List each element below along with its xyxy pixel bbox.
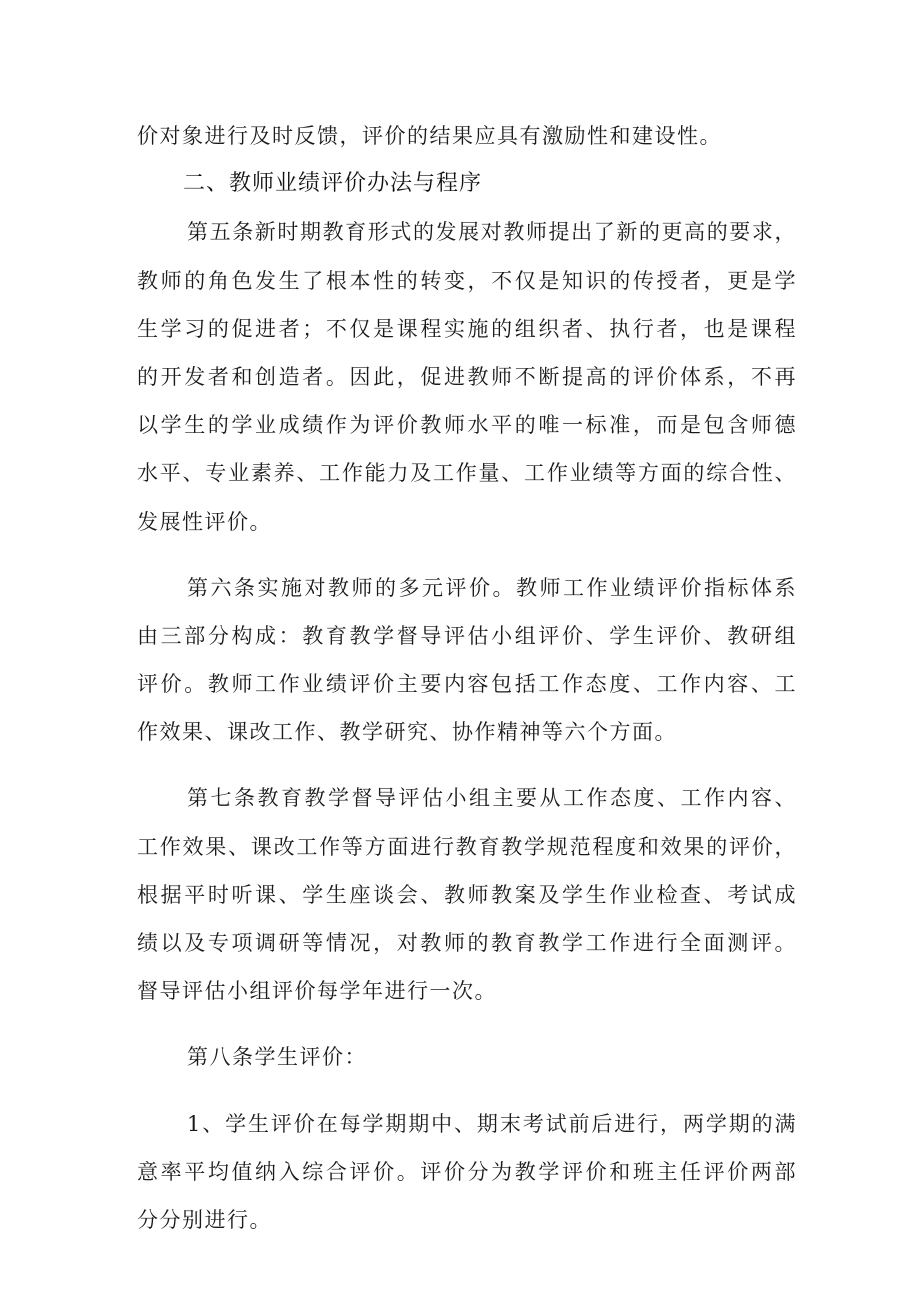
paragraph-line: 意率平均值纳入综合评价。评价分为教学评价和班主任评价两部 — [137, 1159, 797, 1184]
section-heading: 二、教师业绩评价办法与程序 — [183, 171, 483, 197]
article-6-paragraph — [137, 564, 797, 757]
paragraph-line: 由三部分构成：教育教学督导评估小组评价、学生评价、教研组 — [137, 623, 797, 648]
paragraph-line: 作效果、课改工作、教学研究、协作精神等六个方面。 — [137, 720, 677, 745]
article-8-item-1-paragraph — [137, 1100, 797, 1245]
paragraph-line: 评价。教师工作业绩评价主要内容包括工作态度、工作内容、工 — [137, 672, 797, 697]
paragraph-gap — [137, 546, 797, 564]
document-page — [137, 112, 797, 1244]
paragraph-line: 的开发者和创造者。因此，促进教师不断提高的评价体系，不再 — [137, 364, 797, 389]
paragraph-line: 生学习的促进者；不仅是课程实施的组织者、执行者，也是课程 — [137, 316, 797, 341]
paragraph-line: 以学生的学业成绩作为评价教师水平的唯一标准，而是包含师德 — [137, 413, 797, 438]
paragraph-line: 教师的角色发生了根本性的转变，不仅是知识的传授者，更是学 — [137, 268, 797, 293]
paragraph-gap — [137, 1015, 797, 1033]
paragraph-line: 分分别进行。 — [137, 1207, 272, 1232]
paragraph-line: 第六条实施对教师的多元评价。教师工作业绩评价指标体系 — [187, 575, 797, 600]
paragraph-line: 第七条教育教学督导评估小组主要从工作态度、工作内容、 — [187, 786, 797, 811]
paragraph-gap — [137, 1082, 797, 1100]
paragraph-line: 督导评估小组评价每学年进行一次。 — [137, 979, 497, 1004]
paragraph-line: 绩以及专项调研等情况，对教师的教育教学工作进行全面测评。 — [137, 931, 797, 955]
article-8-title: 第八条学生评价： — [187, 1045, 367, 1070]
paragraph-line: 价对象进行及时反馈，评价的结果应具有激励性和建设性。 — [137, 124, 722, 148]
paragraph-line: 1、学生评价在每学期期中、期末考试前后进行，两学期的满 — [187, 1111, 797, 1136]
article-7-paragraph — [137, 774, 797, 1015]
paragraph-line: 第五条新时期教育形式的发展对教师提出了新的更高的要求， — [187, 220, 797, 245]
paragraph-line: 发展性评价。 — [137, 509, 272, 534]
paragraph-line: 根据平时听课、学生座谈会、教师教案及学生作业检查、考试成 — [137, 882, 797, 907]
paragraph-line: 工作效果、课改工作等方面进行教育教学规范程度和效果的评价， — [137, 834, 797, 859]
paragraph-gap — [137, 756, 797, 774]
paragraph-line: 水平、专业素养、工作能力及工作量、工作业绩等方面的综合性、 — [137, 461, 797, 486]
article-5-paragraph — [137, 208, 797, 545]
